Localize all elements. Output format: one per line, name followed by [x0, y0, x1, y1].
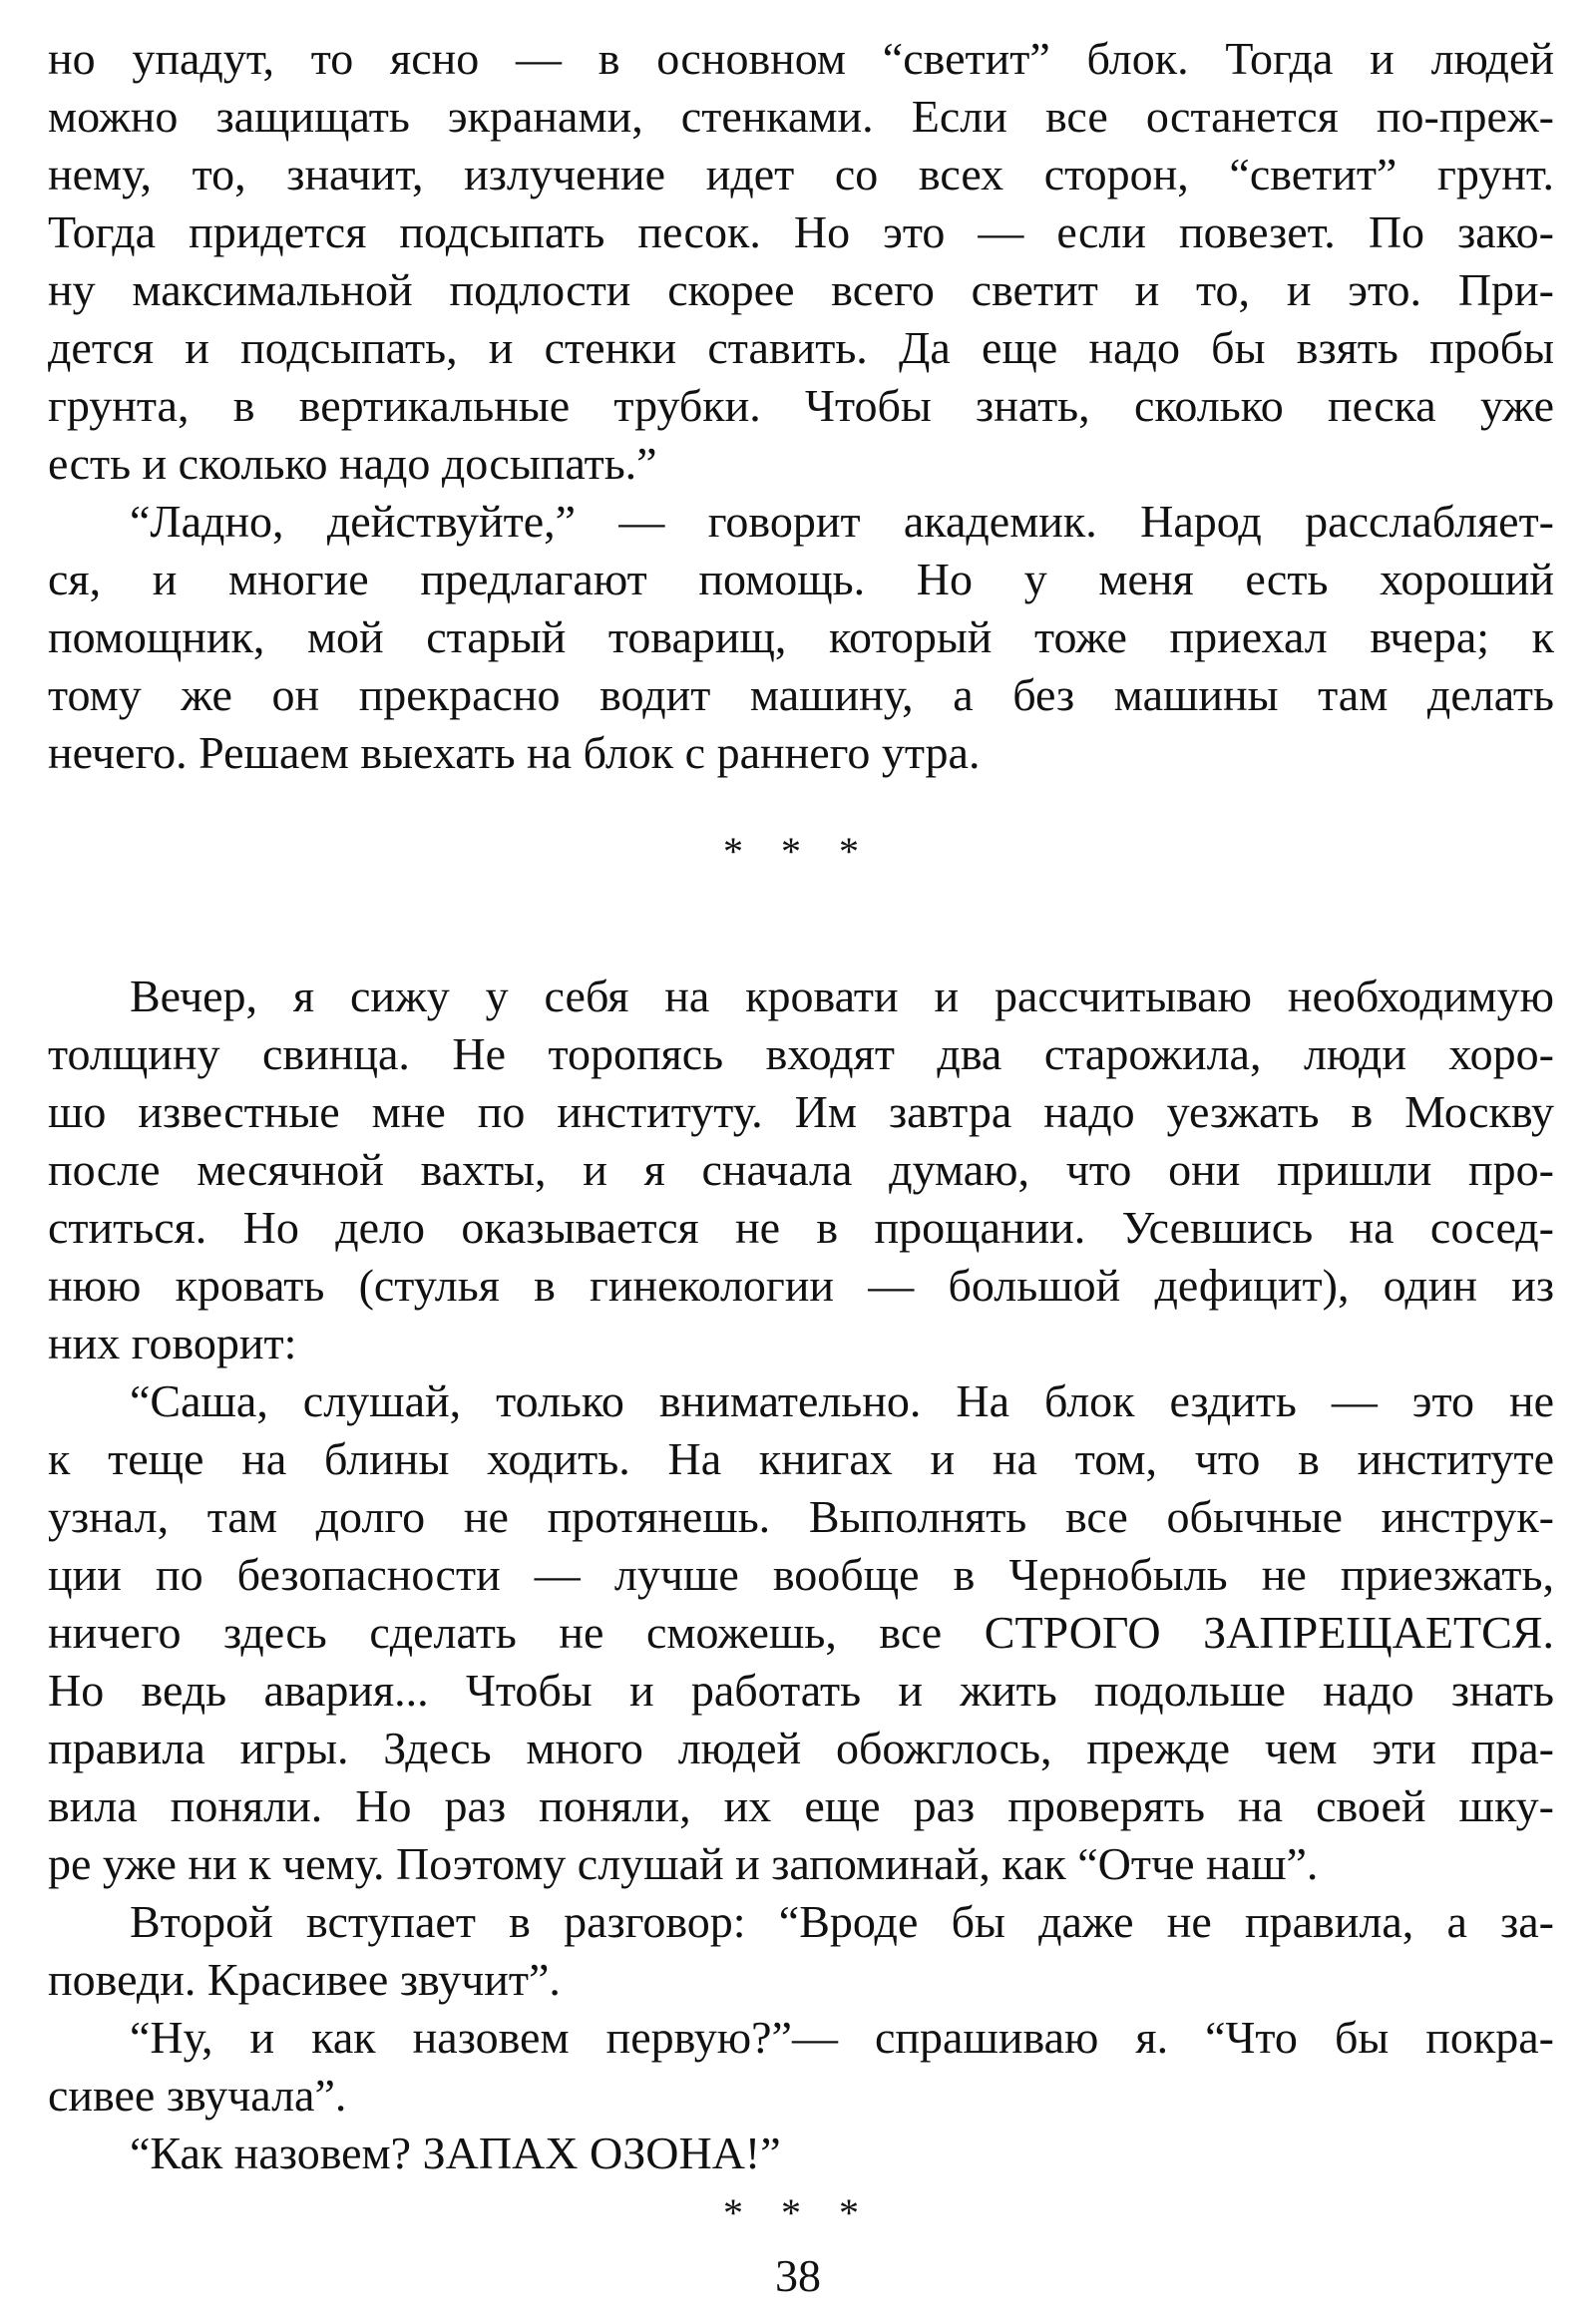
text-line: тому же он прекрасно водит машину, а без машины там делать [48, 669, 1554, 720]
text-line: нюю кровать (стулья в гинекологии — большой дефицит), один из [48, 1260, 1554, 1311]
text-line: узнал, там долго не протянешь. Выполнять все обычные инструк- [48, 1491, 1554, 1542]
text-line: сивее звучала”. [48, 2070, 347, 2121]
text-line: к теще на блины ходить. На книгах и на том, что в институте [48, 1433, 1554, 1484]
text-line: ции по безопасности — лучше вообще в Чернобыль не приезжать, [48, 1549, 1554, 1600]
text-line: ну максимальной подлости скорее всего светит и то, и это. При- [48, 264, 1554, 315]
text-line: дется и подсыпать, и стенки ставить. Да еще надо бы взять пробы [48, 322, 1554, 373]
text-line: но упадут, то ясно — в основном “светит” блок. Тогда и людей [48, 33, 1554, 84]
text-line: грунта, в вертикальные трубки. Чтобы знать, сколько песка уже [48, 380, 1554, 431]
paragraph-block-bottom [48, 968, 1554, 2182]
text-line: “Ладно, действуйте,” — говорит академик. Народ расслабляет- [130, 496, 1554, 547]
text-line: ститься. Но дело оказывается не в прощании. Усевшись на сосед- [48, 1202, 1554, 1253]
text-line: ре уже ни к чему. Поэтому слушай и запоминай, как “Отче наш”. [48, 1838, 1319, 1889]
text-line: нему, то, значит, излучение идет со всех сторон, “светит” грунт. [48, 149, 1554, 199]
text-line: Второй вступает в разговор: “Вроде бы даже не правила, а за- [130, 1896, 1554, 1947]
text-line: есть и сколько надо досыпать.” [48, 438, 657, 489]
section-separator: * * * [723, 2190, 873, 2235]
text-line: толщину свинца. Не торопясь входят два старожила, люди хоро- [48, 1028, 1554, 1079]
text-line: Но ведь авария... Чтобы и работать и жить подольше надо знать [48, 1665, 1554, 1716]
text-line: “Ну, и как назовем первую?”— спрашиваю я. “Что бы покра- [130, 2012, 1554, 2063]
text-line: после месячной вахты, и я сначала думаю, что они пришли про- [48, 1144, 1554, 1195]
text-line: можно защищать экранами, стенками. Если все останется по-преж- [48, 91, 1554, 142]
text-line: “Саша, слушай, только внимательно. На блок ездить — это не [130, 1375, 1554, 1426]
text-line: шо известные мне по институту. Им завтра надо уезжать в Москву [48, 1086, 1554, 1137]
text-line: Вечер, я сижу у себя на кровати и рассчитываю необходимую [130, 970, 1554, 1021]
section-separator: * * * [723, 829, 873, 874]
text-line: нечего. Решаем выехать на блок с раннего утра. [48, 727, 981, 778]
text-line: помощник, мой старый товарищ, который тоже приехал вчера; к [48, 611, 1554, 662]
text-line: поведи. Красивее звучит”. [48, 1954, 561, 2005]
text-line: ся, и многие предлагают помощь. Но у меня есть хороший [48, 554, 1554, 604]
text-line: ничего здесь сделать не сможешь, все СТРОГО ЗАПРЕЩАЕТСЯ. [48, 1607, 1554, 1658]
page-number: 38 [775, 2250, 821, 2301]
text-line: вила поняли. Но раз поняли, их еще раз проверять на своей шку- [48, 1780, 1554, 1831]
paragraph-block-top [48, 30, 1554, 782]
text-line: Тогда придется подсыпать песок. Но это — если повезет. По зако- [48, 206, 1554, 257]
text-line: них говорит: [48, 1318, 297, 1368]
text-line: “Как назовем? ЗАПАХ ОЗОНА!” [130, 2128, 781, 2178]
text-line: правила игры. Здесь много людей обожглось, прежде чем эти пра- [48, 1723, 1554, 1773]
